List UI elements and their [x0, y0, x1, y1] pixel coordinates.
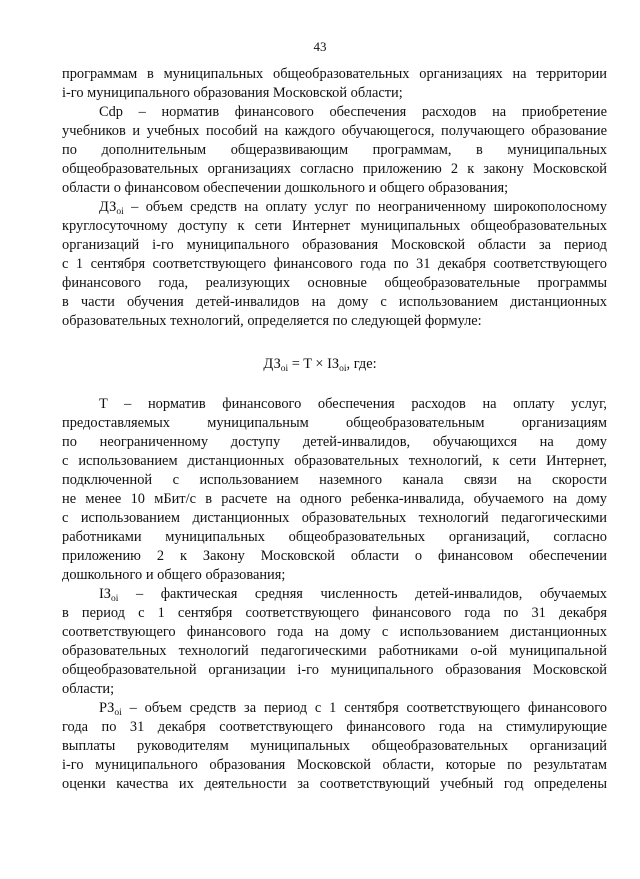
text-line: финансового года, реализующих основные общеобразовательные программы — [62, 275, 607, 291]
dz-symbol: $ДЗ_{oi}$ — [99, 199, 124, 217]
text-line: не менее 10 мБит/с в расчете на одного ребенка-инвалида, обучаемого на дому — [62, 491, 607, 507]
text-line: с использованием дистанционных образовательных технологий, к сети Интернет, — [62, 453, 607, 469]
text-line: общеобразовательных организациях согласно приложению 2 к закону Московской — [62, 161, 607, 177]
text-line: $ДЗ_{oi}$ – объем средств на оплату услуг по неограниченному широкополосному — [99, 199, 607, 217]
text-line: учебников и учебных пособий на каждого обучающегося, получающего образование — [62, 123, 607, 139]
text-line: Cdp – норматив финансового обеспечения расходов на приобретение — [99, 104, 607, 120]
text-line: приложению 2 к Закону Московской области о финансовом обеспечении — [62, 548, 607, 564]
text-line: i-го муниципального образования Московской области, которые по результатам — [62, 757, 607, 773]
text-line: образовательных технологий, определяется по следующей формуле: — [62, 313, 482, 329]
text-line: $РЗ_{oi}$ – объем средств за период с 1 сентября соответствующего финансового — [99, 700, 607, 718]
text-line: выплаты руководителям муниципальных общеобразовательных организаций — [62, 738, 607, 754]
text-line: по дополнительным общеразвивающим программам, в муниципальных — [62, 142, 607, 158]
rz-symbol: $РЗ_{oi}$ — [99, 700, 122, 718]
text-line: в части обучения детей-инвалидов на дому с использованием дистанционных — [62, 294, 607, 310]
text-line: оценки качества их деятельности за соответствующий учебный год определены — [62, 776, 607, 792]
text-line: работниками муниципальных общеобразовательных организаций, согласно — [62, 529, 607, 545]
text-line: образовательных технологий педагогическими работниками о-ой муниципальной — [62, 643, 607, 659]
formula: $ДЗ_{oi} = T \times IЗ_{oi}$, где: — [263, 356, 377, 374]
text-line: общеобразовательной организации i-го муниципального образования Московской — [62, 662, 607, 678]
text-line: круглосуточному доступу к сети Интернет муниципальных общеобразовательных — [62, 218, 607, 234]
text-line: соответствующего финансового года на дому с использованием дистанционных — [62, 624, 607, 640]
iz-symbol: $IЗ_{oi}$ — [99, 586, 119, 604]
text-line: i-го муниципального образования Московской области; — [62, 85, 403, 101]
text-line: года по 31 декабря соответствующего финансового года на стимулирующие — [62, 719, 607, 735]
text-line: подключенной с использованием наземного канала связи на скорости — [62, 472, 607, 488]
text-line: $IЗ_{oi}$ – фактическая средняя численность детей-инвалидов, обучаемых — [99, 586, 607, 604]
text-line: с использованием дистанционных образовательных технологий педагогическими — [62, 510, 607, 526]
text-line: по неограниченному доступу детей-инвалидов, обучающихся на дому — [62, 434, 607, 450]
text-line: организаций i-го муниципального образования Московской области за период — [62, 237, 607, 253]
text-line: предоставляемых муниципальным общеобразовательным организациям — [62, 415, 607, 431]
text-line: с 1 сентября соответствующего финансового года по 31 декабря соответствующего — [62, 256, 607, 272]
text-line: T – норматив финансового обеспечения расходов на оплату услуг, — [99, 396, 607, 412]
page-number: 43 — [313, 39, 327, 54]
text-line: области; — [62, 681, 115, 697]
text-line: дошкольного и общего образования; — [62, 567, 286, 583]
text-line: в период с 1 сентября соответствующего финансового года по 31 декабря — [62, 605, 607, 621]
text-line: области о финансовом обеспечении дошкольного и общего образования; — [62, 180, 509, 196]
text-line: программам в муниципальных общеобразовательных организациях на территории — [62, 66, 607, 82]
